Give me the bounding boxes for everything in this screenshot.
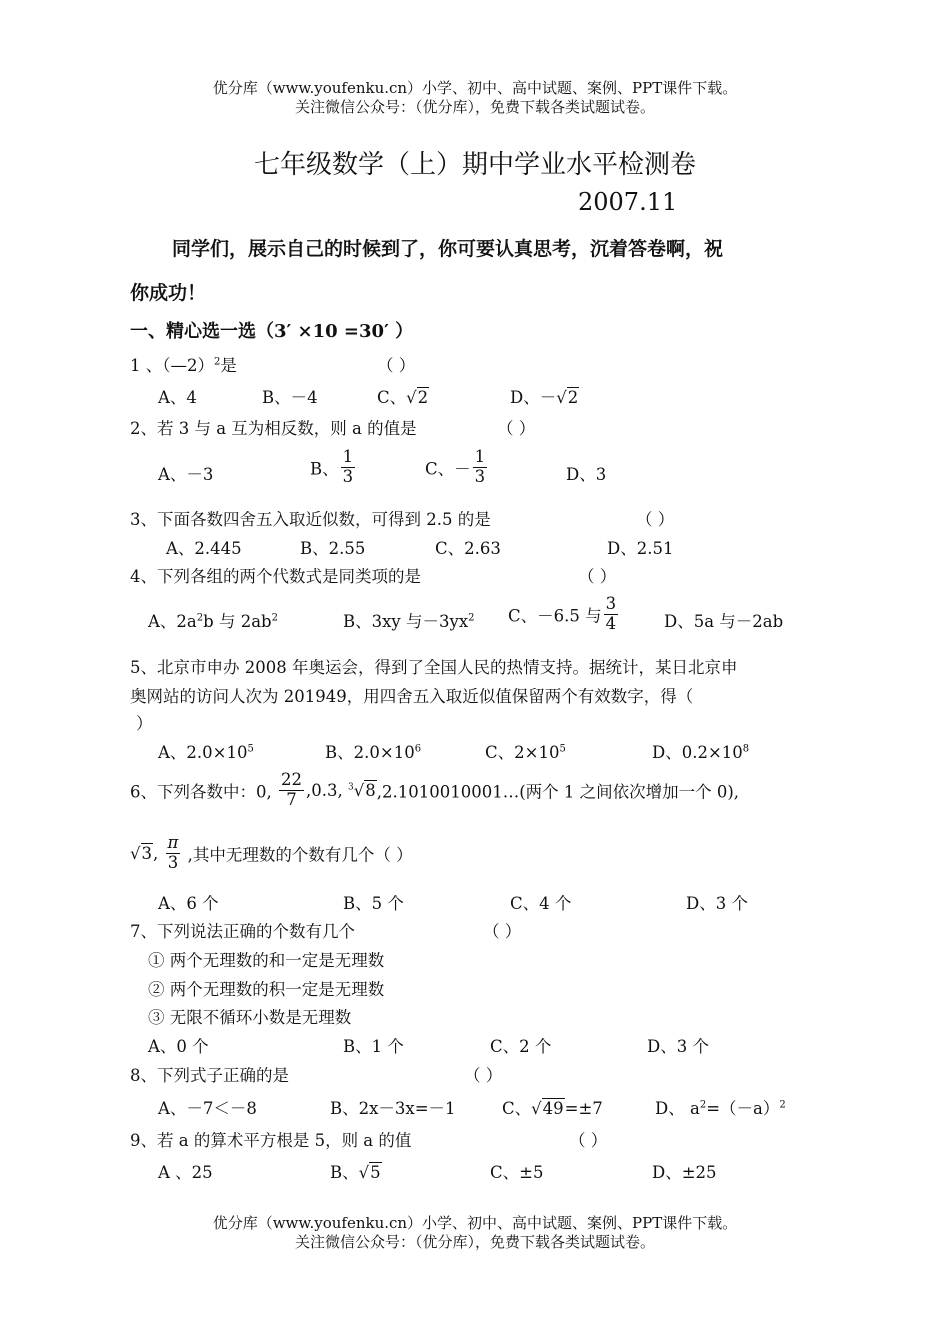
q4-c-numerator: 3 [605,594,617,613]
q6-root-index: 3 [347,782,354,793]
q4-a-exp1: 2 [196,612,204,624]
q7-option-a: A、0 个 [148,1037,209,1056]
header-line-2: 关注微信公众号：（优分库），免费下载各类试题试卷。 [294,98,655,116]
q1-c-label: C、 [377,388,407,407]
q2-c-label: C、－ [425,459,471,479]
footer-line-1: 优分库（www.youfenku.cn）小学、初中、高中试题、案例、PPT课件下载。 [212,1214,738,1232]
q8-d-pre: D、 a [655,1099,700,1118]
q7-statement-2: ② 两个无理数的积一定是无理数 [148,980,385,999]
q9-b-label: B、 [330,1163,359,1182]
q6-option-c: C、4 个 [510,894,572,913]
q3-option-d: D、2.51 [607,539,674,558]
question-7: 7、下列说法正确的个数有几个 [130,922,355,941]
q6-sqrt3: √3 [130,843,153,863]
q4-a-mid: b 与 2ab [203,612,272,631]
q1-d-radicand: 2 [567,388,579,407]
q6-option-b: B、5 个 [343,894,404,913]
q2-option-b [310,448,357,487]
q8-option-b: B、2x－3x=－1 [330,1099,456,1118]
section-heading: 一、精心选一选（3′ ×10 =30′ ） [130,321,414,342]
q5-c-exp: 5 [559,743,566,755]
q2-c-denominator: 3 [474,466,486,486]
question-2: 2、若 3 与 a 互为相反数，则 a 的值是 [130,419,417,438]
q6-denominator: 7 [286,789,297,809]
q5-option-b [325,739,421,763]
q9-answer-paren: （ ） [569,1131,608,1150]
q2-option-a: A、－3 [158,465,214,484]
q2-b-fraction [341,448,356,487]
q5-option-a [158,739,254,763]
q5-a-exp: 5 [247,743,254,755]
q8-d-exp2: 2 [779,1099,786,1111]
q2-c-numerator: 1 [474,447,486,466]
q6-pi-numerator: π [167,833,179,852]
q5-option-c [485,739,566,763]
q9-option-b: B、√5 [330,1163,381,1182]
q9-b-radicand: 5 [370,1163,381,1182]
intro-line-2: 你成功！ [130,282,207,304]
page-title: 七年级数学（上）期中学业水平检测卷 [253,150,696,180]
q1-c-radicand: 2 [417,388,429,407]
question-1 [130,352,237,376]
question-6-line-1 [130,771,739,810]
question-4: 4、下列各组的两个代数式是同类项的是 [130,567,421,586]
question-5-line-1: 5、北京市申办 2008 年奥运会，得到了全国人民的热情支持。据统计，某日北京申 [130,658,738,677]
q5-d-exp: 8 [742,743,750,755]
q2-b-numerator: 1 [342,447,354,466]
q9-option-a: A 、25 [158,1163,213,1182]
q7-option-b: B、1 个 [343,1037,404,1056]
q5-a-base: A、2.0×10 [158,743,248,762]
q1-option-c: C、√2 [377,388,429,407]
q6-l2-text: ,其中无理数的个数有几个（ ） [187,845,413,865]
q6-mid1: ,0.3, [306,780,343,800]
q2-option-d: D、3 [566,465,607,484]
q4-b-exp: 2 [468,612,475,624]
q6-numerator: 22 [281,770,302,789]
q1-option-d: D、－√2 [510,388,579,407]
q5-d-base: D、0.2×10 [652,743,743,762]
q2-b-denominator: 3 [342,466,354,486]
q6-root-value: 8 [365,780,376,800]
q8-c-radicand: 49 [542,1099,564,1118]
q6-option-d: D、3 个 [686,894,748,913]
q3-option-c: C、2.63 [435,539,501,558]
q4-option-d: D、5a 与－2ab [664,612,784,631]
q7-option-d: D、3 个 [647,1037,709,1056]
q7-statement-3: ③ 无限不循环小数是无理数 [148,1008,352,1027]
question-5-line-2: 奥网站的访问人次为 201949，用四舍五入取近似值保留两个有效数字，得（ [130,687,694,706]
header-line-1: 优分库（www.youfenku.cn）小学、初中、高中试题、案例、PPT课件下载。 [212,79,738,97]
q1-option-a: A、4 [158,388,197,407]
q4-c-fraction [604,595,619,634]
exam-date: 2007.11 [578,188,678,216]
q4-option-a [148,608,278,632]
q4-b-pre: B、3xy 与－3yx [343,612,469,631]
q1-prefix: 1 、（—2） [130,356,214,375]
q2-answer-paren: （ ） [497,419,536,438]
q8-c-result: =±7 [564,1099,603,1118]
q8-option-a: A、－7＜－8 [158,1099,257,1118]
q1-d-label: D、－ [510,388,557,407]
footer-line-2: 关注微信公众号：（优分库），免费下载各类试题试卷。 [294,1233,655,1251]
q2-option-c [425,448,489,487]
q4-c-denominator: 4 [605,613,617,633]
q6-option-a: A、6 个 [158,894,219,913]
q7-statement-1: ① 两个无理数的和一定是无理数 [148,951,385,970]
q6-sqrt3-value: 3 [141,843,153,863]
q8-option-c: C、√49=±7 [502,1099,603,1118]
q3-option-a: A、2.445 [166,539,242,558]
q6-l2-comma: , [153,843,159,863]
q6-pi-fraction [166,834,181,873]
question-6-line-2 [130,834,413,873]
q8-c-label: C、 [502,1099,532,1118]
q1-suffix: 是 [220,356,237,375]
q4-c-pre: C、－6.5 与 [508,606,602,626]
q7-answer-paren: （ ） [483,922,522,941]
q1-answer-paren: （ ） [377,356,416,375]
q6-pre: 6、下列各数中：0, [130,782,272,802]
q1-exponent: 2 [214,356,221,368]
q4-a-pre: A、2a [148,612,197,631]
q8-d-exp1: 2 [699,1099,707,1111]
q9-option-c: C、±5 [490,1163,544,1182]
q5-b-exp: 6 [414,743,422,755]
question-3: 3、下面各数四舍五入取近似数，可得到 2.5 的是 [130,510,491,529]
q2-b-label: B、 [310,459,339,479]
q8-d-mid: =（－a） [706,1099,780,1118]
q1-option-b: B、－4 [262,388,318,407]
q4-answer-paren: （ ） [578,567,617,586]
q5-option-d [652,739,749,763]
q9-option-d: D、±25 [652,1163,717,1182]
q8-answer-paren: （ ） [464,1066,503,1085]
question-5-line-3: ） [136,714,153,733]
q4-a-exp2: 2 [271,612,278,624]
question-9: 9、若 a 的算术平方根是 5，则 a 的值 [130,1131,412,1150]
question-8: 8、下列式子正确的是 [130,1066,289,1085]
q6-mid2: ,2.1010010001…(两个 1 之间依次增加一个 0), [376,782,740,802]
q6-cube-root: $^3$√8 [347,780,376,800]
q4-option-b [343,608,475,632]
q2-c-fraction [473,448,488,487]
q6-pi-denominator: 3 [167,852,179,872]
q5-b-base: B、2.0×10 [325,743,415,762]
q6-fraction [279,771,304,810]
q4-option-c [508,595,620,634]
q3-option-b: B、2.55 [300,539,366,558]
q7-option-c: C、2 个 [490,1037,552,1056]
q5-c-base: C、2×10 [485,743,560,762]
q3-answer-paren: （ ） [636,510,675,529]
intro-line-1: 同学们，展示自己的时候到了，你可要认真思考，沉着答卷啊，祝 [172,238,724,260]
q8-option-d [655,1095,786,1119]
